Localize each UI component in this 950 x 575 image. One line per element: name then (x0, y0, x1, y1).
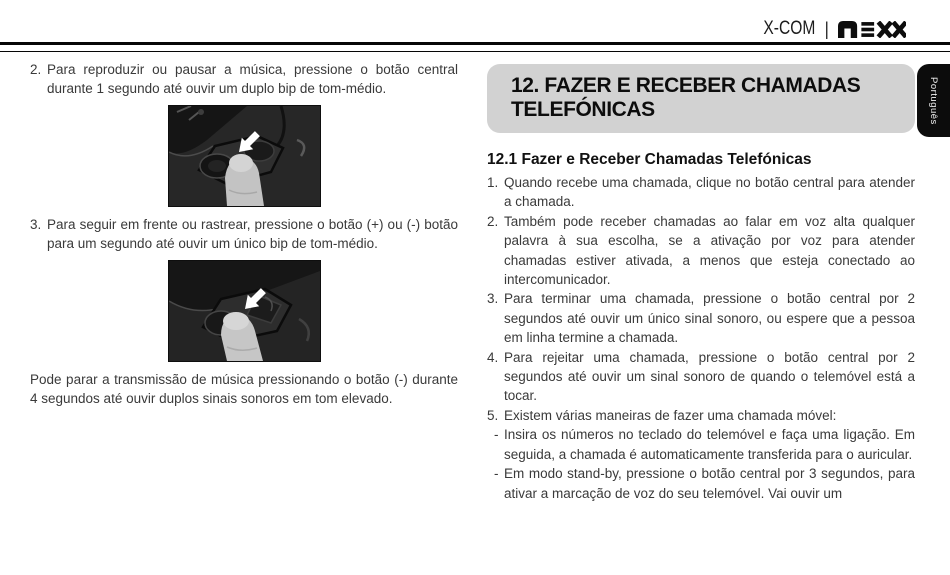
dash-bullet: - (494, 427, 499, 443)
brand-separator: | (824, 18, 829, 39)
section-header-box (487, 64, 915, 133)
list-number: 2. (487, 213, 499, 229)
list-item-answer-call (487, 173, 915, 212)
section-title: 12. FAZER E RECEBER CHAMADAS TELEFÓNICAS (511, 74, 861, 121)
list-item-music-play-pause (30, 60, 458, 99)
header-divider (0, 42, 950, 52)
list-text: Para rejeitar uma chamada, pressione o botão central por 2 segundos até ouvir um sinal sonoro de quando o telemóvel está a tocar. (504, 349, 915, 404)
list-text: Para seguir em frente ou rastrear, pressione o botão (+) ou (-) botão para um segundo até ouvir um único bip de tom-médio. (47, 216, 458, 252)
sub-item-voice-dial (487, 464, 915, 503)
list-text: Para terminar uma chamada, pressione o botão central por 2 segundos até ouvir um único sinal sonoro, ou espere que a pessoa em linha termine a chamada. (504, 291, 915, 346)
list-number: 4. (487, 349, 499, 365)
xcom-logo-text: X-COM (763, 18, 816, 39)
list-number: 5. (487, 407, 499, 423)
left-column (30, 60, 458, 408)
list-number: 2. (30, 62, 42, 77)
list-number: 1. (487, 175, 499, 190)
paragraph-stop-music: Pode parar a transmissão de música pressionando o botão (-) durante 4 segundos até ouvir duplos sinais sonoros em tom elevado. (30, 371, 458, 407)
list-number: 3. (487, 291, 499, 307)
brand-logo (752, 16, 906, 42)
list-item-end-call (487, 289, 915, 347)
list-item-voice-answer (487, 212, 915, 290)
list-number: 3. (30, 216, 42, 232)
photo-press-minus-button (168, 260, 321, 362)
dash-bullet: - (494, 466, 499, 482)
photo-press-central-button (168, 105, 321, 207)
sub-item-text: Insira os números no teclado do telemóvel e faça uma ligação. Em seguida, a chamada é automaticamente transferida para o auricular. (504, 427, 915, 462)
list-text: Quando recebe uma chamada, clique no botão central para atender a chamada. (504, 175, 915, 210)
list-text: Também pode receber chamadas ao falar em voz alta qualquer palavra à sua escolha, se a ativação por voz para atender chamadas estiver ativada, a menos que esteja conectado ao intercomunicador. (504, 213, 915, 288)
list-text: Para reproduzir ou pausar a música, pressione o botão central durante 1 segundo até ouvir um duplo bip de tom-médio. (47, 62, 458, 97)
subsection-title: 12.1 Fazer e Receber Chamadas Telefónicas (487, 151, 812, 168)
list-item-track-skip (30, 215, 458, 254)
language-tab-portugues (917, 64, 950, 137)
right-column (487, 64, 915, 503)
sub-item-text: Em modo stand-by, pressione o botão central por 3 segundos, para ativar a marcação de voz do seu telemóvel. Vai ouvir um (504, 466, 915, 501)
list-text: Existem várias maneiras de fazer uma chamada móvel: (504, 407, 837, 423)
list-item-make-call (487, 406, 915, 425)
nexx-logo-icon (838, 21, 906, 38)
language-tab-label: Português (928, 76, 939, 125)
sub-item-dial-keypad (487, 425, 915, 464)
list-item-reject-call (487, 348, 915, 406)
